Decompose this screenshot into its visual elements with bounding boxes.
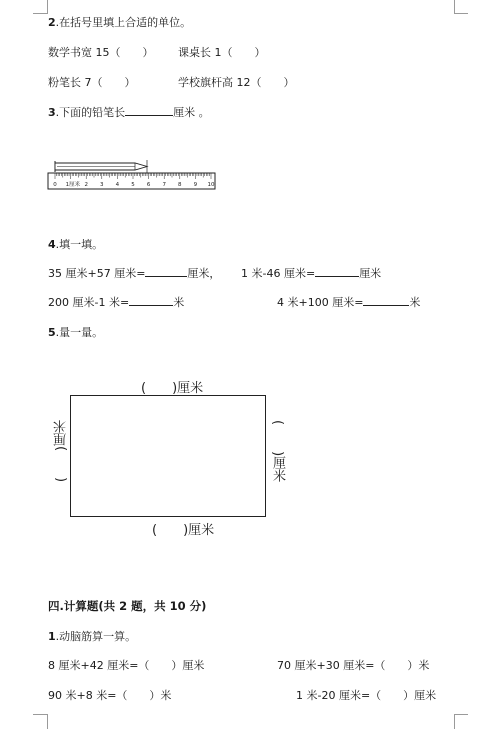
crop-mark-br-v: [454, 714, 455, 729]
question-number: 2: [48, 16, 56, 29]
unit: 厘米，: [187, 267, 221, 280]
question-title: .动脑筋算一算。: [55, 630, 137, 643]
ruler-tick-label: 6: [146, 182, 151, 188]
section-4-heading: 四.计算题(共 2 题，共 10 分): [48, 599, 207, 613]
question-title: .填一填。: [55, 238, 104, 251]
question-number: 5: [48, 326, 56, 339]
question-4-heading: [48, 236, 103, 252]
answer-blank[interactable]: [125, 114, 173, 116]
unit: 米: [173, 296, 185, 309]
answer-blank[interactable]: [129, 304, 173, 306]
expression: 1 米-46 厘米=: [241, 267, 316, 280]
q1-item: 8 厘米+42 厘米=（ ）厘米: [48, 659, 205, 672]
q2-item: 数学书宽 15（ ）: [48, 46, 154, 59]
ruler-tick-label: 3: [100, 182, 104, 188]
q2-item: 课桌长 1（ ）: [178, 46, 266, 59]
crop-mark-br-h: [454, 714, 468, 715]
question-number: 4: [48, 238, 56, 251]
ruler-tick-label: 7: [162, 182, 166, 188]
question-5-heading: [48, 324, 103, 340]
question-title: .在括号里填上合适的单位。: [55, 16, 192, 29]
rect-top-label: ( )厘米: [141, 381, 204, 396]
answer-blank[interactable]: [315, 275, 359, 277]
ruler-tick-label: 5: [131, 182, 135, 188]
answer-blank[interactable]: [145, 275, 187, 277]
pencil-icon: [55, 160, 147, 173]
expression: 35 厘米+57 厘米=: [48, 267, 146, 280]
q2-item: 学校旗杆高 12（ ）: [178, 76, 295, 89]
q4-item: [241, 265, 381, 281]
ruler-with-pencil-figure: [47, 158, 219, 194]
question-number: 3: [48, 106, 56, 119]
ruler-tick-label: 10: [207, 182, 215, 188]
crop-mark-bl-v: [47, 714, 48, 729]
unit: 厘米: [359, 267, 382, 280]
ruler-tick-label: 4: [115, 182, 120, 188]
q1-item: 90 米+8 米=（ ）米: [48, 689, 172, 702]
rect-left-label: ( )厘米: [54, 420, 69, 483]
q4-item: [277, 294, 420, 310]
crop-mark-tl-v: [47, 0, 48, 14]
ruler-tick-label: 0: [53, 182, 57, 188]
ruler-tick-label: 2: [84, 182, 88, 188]
question-2-heading: [48, 14, 191, 30]
q1-item: 1 米-20 厘米=（ ）厘米: [296, 689, 437, 702]
question-3-heading: [48, 104, 210, 120]
question-title-a: .下面的铅笔长: [55, 106, 126, 119]
question-1-heading: [48, 628, 136, 644]
rect-bottom-label: ( )厘米: [152, 523, 215, 538]
q4-item: [48, 265, 220, 281]
q4-item: [48, 294, 184, 310]
question-number: 1: [48, 630, 56, 643]
q2-item: 粉笔长 7（ ）: [48, 76, 136, 89]
crop-mark-tr-v: [454, 0, 455, 14]
unit: 米: [409, 296, 421, 309]
expression: 4 米+100 厘米=: [277, 296, 364, 309]
ruler-tick-label: 9: [193, 182, 198, 188]
q1-item: 70 厘米+30 厘米=（ ）米: [277, 659, 430, 672]
question-title-b: 厘米 。: [173, 106, 210, 119]
question-title: .量一量。: [55, 326, 104, 339]
measure-rectangle: [70, 395, 266, 517]
crop-mark-bl-h: [33, 714, 47, 715]
ruler-tick-label: 8: [178, 182, 182, 188]
ruler-tick-label: 1厘米: [65, 182, 81, 188]
expression: 200 厘米-1 米=: [48, 296, 130, 309]
crop-mark-tr-h: [454, 13, 468, 14]
crop-mark-tl-h: [33, 13, 47, 14]
answer-blank[interactable]: [363, 304, 409, 306]
rect-right-label: ( )厘米: [270, 420, 285, 483]
